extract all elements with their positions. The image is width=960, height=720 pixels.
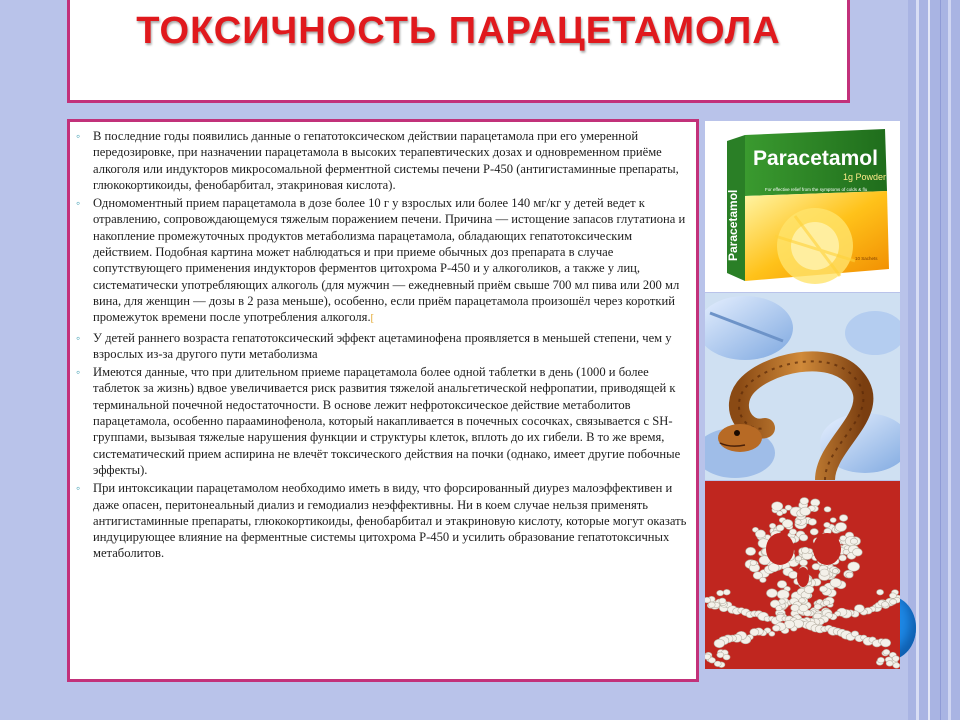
paragraph: [76, 480, 688, 561]
snake-pills-image: [705, 293, 900, 480]
footnote-reference[interactable]: [: [370, 313, 374, 325]
bullet-icon: ◦: [76, 196, 81, 211]
box-brand-text: Paracetamol: [753, 147, 878, 170]
bullet-icon: ◦: [76, 481, 81, 496]
bullet-icon: ◦: [76, 365, 81, 380]
slide-title: ТОКСИЧНОСТЬ ПАРАЦЕТАМОЛА: [136, 10, 781, 52]
paragraph-text: У детей раннего возраста гепатотоксический эффект ацетаминофена проявляется в меньшей степени, чем у взрослых из-за другого пути метаболизма: [93, 330, 672, 361]
paragraph: [76, 128, 688, 193]
bullet-icon: ◦: [76, 129, 81, 143]
paragraph: [76, 364, 688, 478]
background-stripe: [916, 0, 919, 720]
background-stripe: [940, 0, 941, 720]
background-stripe: [948, 0, 951, 720]
pill-skull-image: [705, 481, 900, 669]
paragraph: [76, 330, 688, 363]
box-count-text: 10 Sachets: [855, 256, 878, 261]
background-stripe: [928, 0, 930, 720]
paragraph: [76, 195, 688, 327]
content-box: [67, 119, 699, 682]
paragraph-text: Имеются данные, что при длительном приеме парацетамола более одной таблетки в день (1000 и более таблеток за жизнь) вдвое увеличивается риск развития тяжелой анальгетической нефропатии, приводящей к терминальной почечной недостаточности. В основе лежит нефротоксическое действие метаболитов парацетамола, особенно парааминофенола, который накапливается в почечных сосочках, связывается с SH-группами, вызывая тяжелые нарушения функции и структуры клеток, вплоть до их гибели. В то же время, систематический прием аспирина не влечёт токсического действия на почки (однако, имеет другие побочные эффекты).: [93, 365, 681, 477]
box-side-text: Paracetamol: [726, 189, 740, 261]
title-box: [67, 0, 850, 103]
paragraph-text: При интоксикации парацетамолом необходимо иметь в виду, что форсированный диурез малоэффективен и даже опасен, перитонеальный диализ и гемодиализ неэффективны. Ни в коем случае нельзя применять антигистаминные препараты, глюкокортикоиды, фенобарбитал и этакриновую кислоту, которые могут оказать индуцирующее влияние на ферментные системы цитохрома Р-450 и усилить образование гепатотоксичных метаболитов.: [93, 481, 687, 561]
paragraph-text: В последние годы появились данные о гепатотоксическом действии парацетамола при его умеренной передозировке, при назначении парацетамола в высоких терапевтических дозах и одновременном приёме алкоголя или индукторов микросомальной ферментной системы печени Р-450 (антигистаминные препараты, глюкокортикоиды, фенобарбитал, этакриновая кислота).: [93, 129, 679, 192]
paragraph-text: Одномоментный прием парацетамола в дозе более 10 г у взрослых или более 140 мг/кг у детей ведет к отравлению, сопровождающемуся тяжелым поражением печени. Причина — истощение запасов глутатиона и накопление промежуточных продуктов метаболизма парацетамола, обладающих гепатотоксическим действием. Подобная картина может наблюдаться и при приеме обычных доз препарата в случае сопутствующего применения индукторов ферментов цитохрома Р-450 и у алкоголиков, а также у лиц, систематически употребляющих алкоголь (для мужчин — ежедневный приём свыше 700 мл пива или 200 мл вина, для женщин — дозы в 2 раза меньше), особенно, если приём парацетамола произошёл через короткий промежуток времени после употребления алкоголя.: [93, 196, 686, 325]
box-subtitle-text: 1g Powder: [843, 172, 887, 182]
box-tagline-text: For effective relief from the symptoms of colds & flu: [765, 187, 868, 192]
bullet-icon: ◦: [76, 330, 81, 345]
paracetamol-box-image: [705, 121, 900, 292]
